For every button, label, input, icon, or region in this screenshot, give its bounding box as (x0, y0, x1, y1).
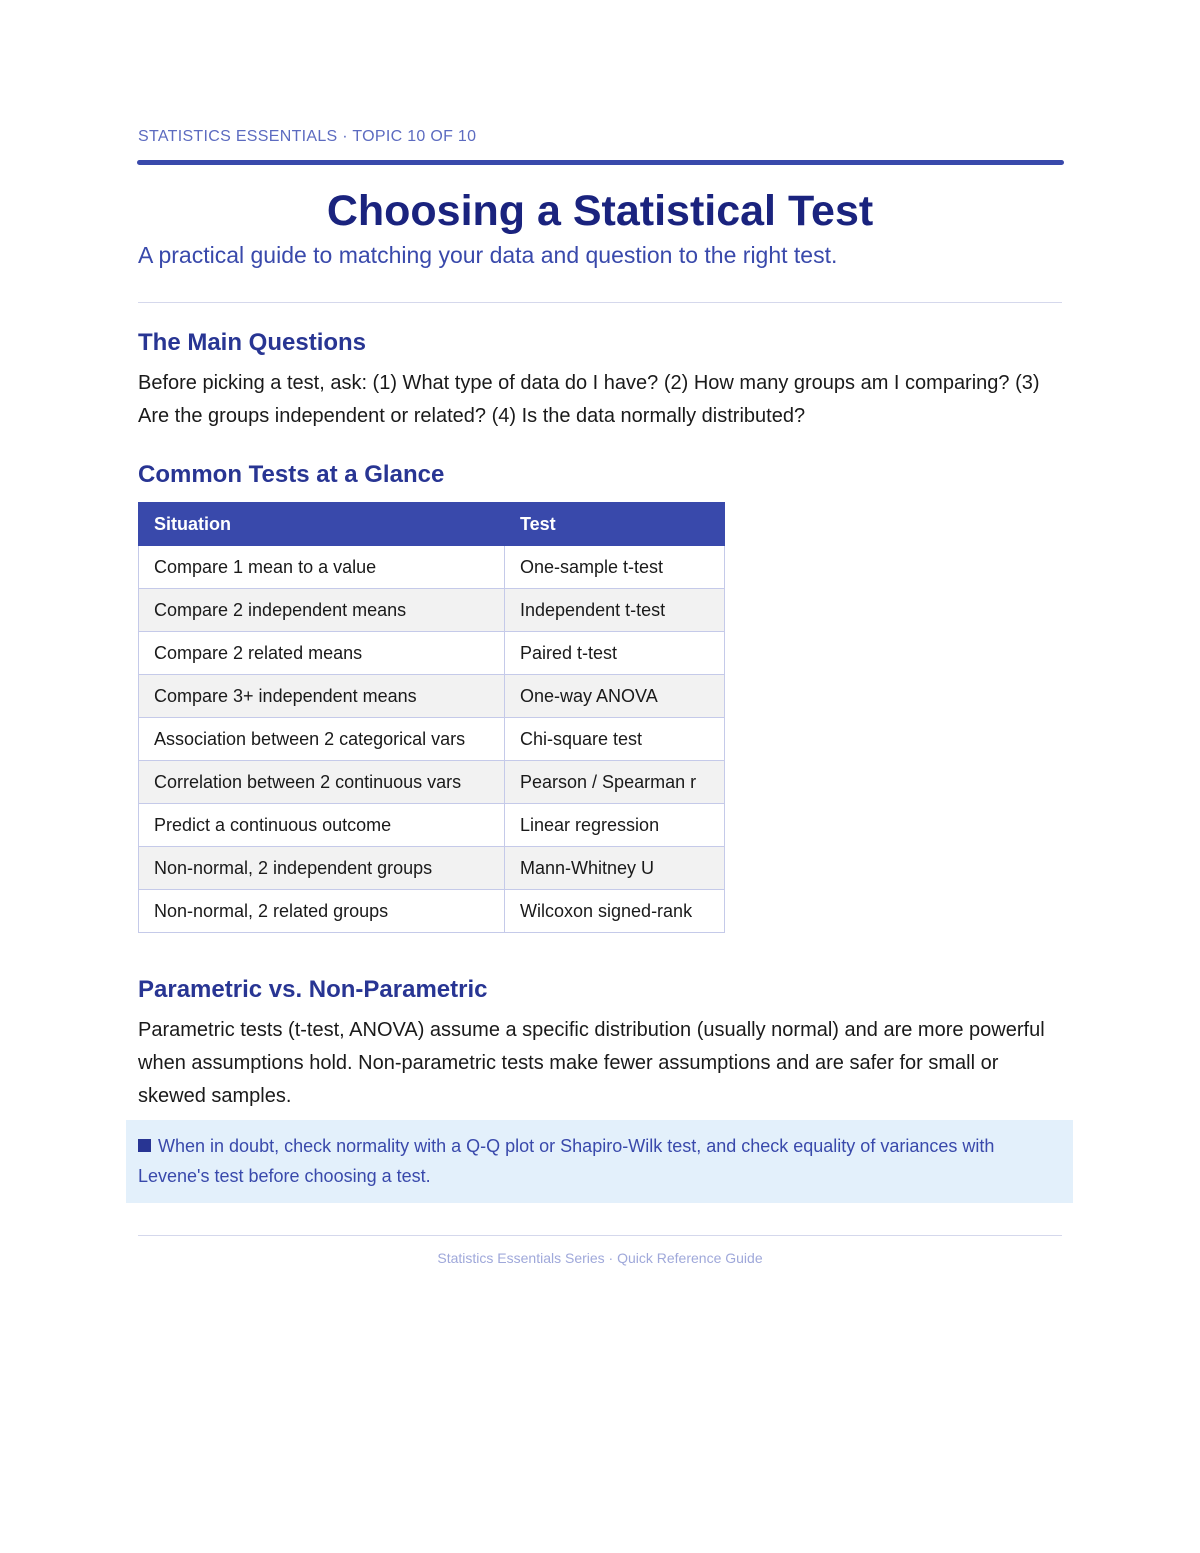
table-row (139, 632, 725, 675)
page-footer: Statistics Essentials Series · Quick Reference Guide (437, 1250, 763, 1266)
tip-callout-text: When in doubt, check normality with a Q-Q plot or Shapiro-Wilk test, and check equality of variances with Levene's test before choosing a test. (138, 1136, 995, 1186)
test-cell: Wilcoxon signed-rank (505, 890, 725, 933)
header-divider (138, 302, 1062, 303)
table-row (139, 675, 725, 718)
test-cell: Mann-Whitney U (505, 847, 725, 890)
section-heading-parametric: Parametric vs. Non-Parametric (138, 976, 488, 1003)
test-cell: Pearson / Spearman r (505, 761, 725, 804)
common-tests-table (138, 502, 725, 933)
series-kicker: STATISTICS ESSENTIALS · TOPIC 10 OF 10 (138, 128, 477, 145)
table-row (139, 847, 725, 890)
test-cell: One-way ANOVA (505, 675, 725, 718)
situation-cell: Predict a continuous outcome (139, 804, 505, 847)
situation-cell: Compare 2 related means (139, 632, 505, 675)
situation-cell: Association between 2 categorical vars (139, 718, 505, 761)
column-header-situation: Situation (139, 503, 505, 546)
test-cell: Linear regression (505, 804, 725, 847)
header-accent-rule (137, 160, 1064, 165)
table-row (139, 761, 725, 804)
situation-cell: Compare 2 independent means (139, 589, 505, 632)
parametric-paragraph: Parametric tests (t-test, ANOVA) assume a specific distribution (usually normal) and are more powerful when assumptions hold. Non-parametric tests make fewer assumptions and are safer for small or skewed samples. (138, 1019, 1045, 1107)
section-heading-common-tests: Common Tests at a Glance (138, 461, 445, 488)
test-cell: Chi-square test (505, 718, 725, 761)
page-subtitle: A practical guide to matching your data and question to the right test. (138, 242, 838, 268)
table-row (139, 804, 725, 847)
column-header-test: Test (505, 503, 725, 546)
table-row (139, 890, 725, 933)
square-bullet-icon (138, 1139, 151, 1152)
situation-cell: Non-normal, 2 related groups (139, 890, 505, 933)
situation-cell: Compare 3+ independent means (139, 675, 505, 718)
section-heading-main-questions: The Main Questions (138, 329, 367, 356)
situation-cell: Compare 1 mean to a value (139, 546, 505, 589)
table-row (139, 718, 725, 761)
table-header-row (139, 503, 725, 546)
test-cell: Paired t-test (505, 632, 725, 675)
situation-cell: Correlation between 2 continuous vars (139, 761, 505, 804)
tip-callout (126, 1120, 1073, 1203)
table-row (139, 546, 725, 589)
table-row (139, 589, 725, 632)
main-questions-paragraph: Before picking a test, ask: (1) What type of data do I have? (2) How many groups am I comparing? (3) Are the groups independent or related? (4) Is the data normally distributed? (138, 372, 1040, 427)
footer-divider (138, 1235, 1062, 1236)
situation-cell: Non-normal, 2 independent groups (139, 847, 505, 890)
test-cell: One-sample t-test (505, 546, 725, 589)
page-title: Choosing a Statistical Test (326, 187, 874, 235)
test-cell: Independent t-test (505, 589, 725, 632)
